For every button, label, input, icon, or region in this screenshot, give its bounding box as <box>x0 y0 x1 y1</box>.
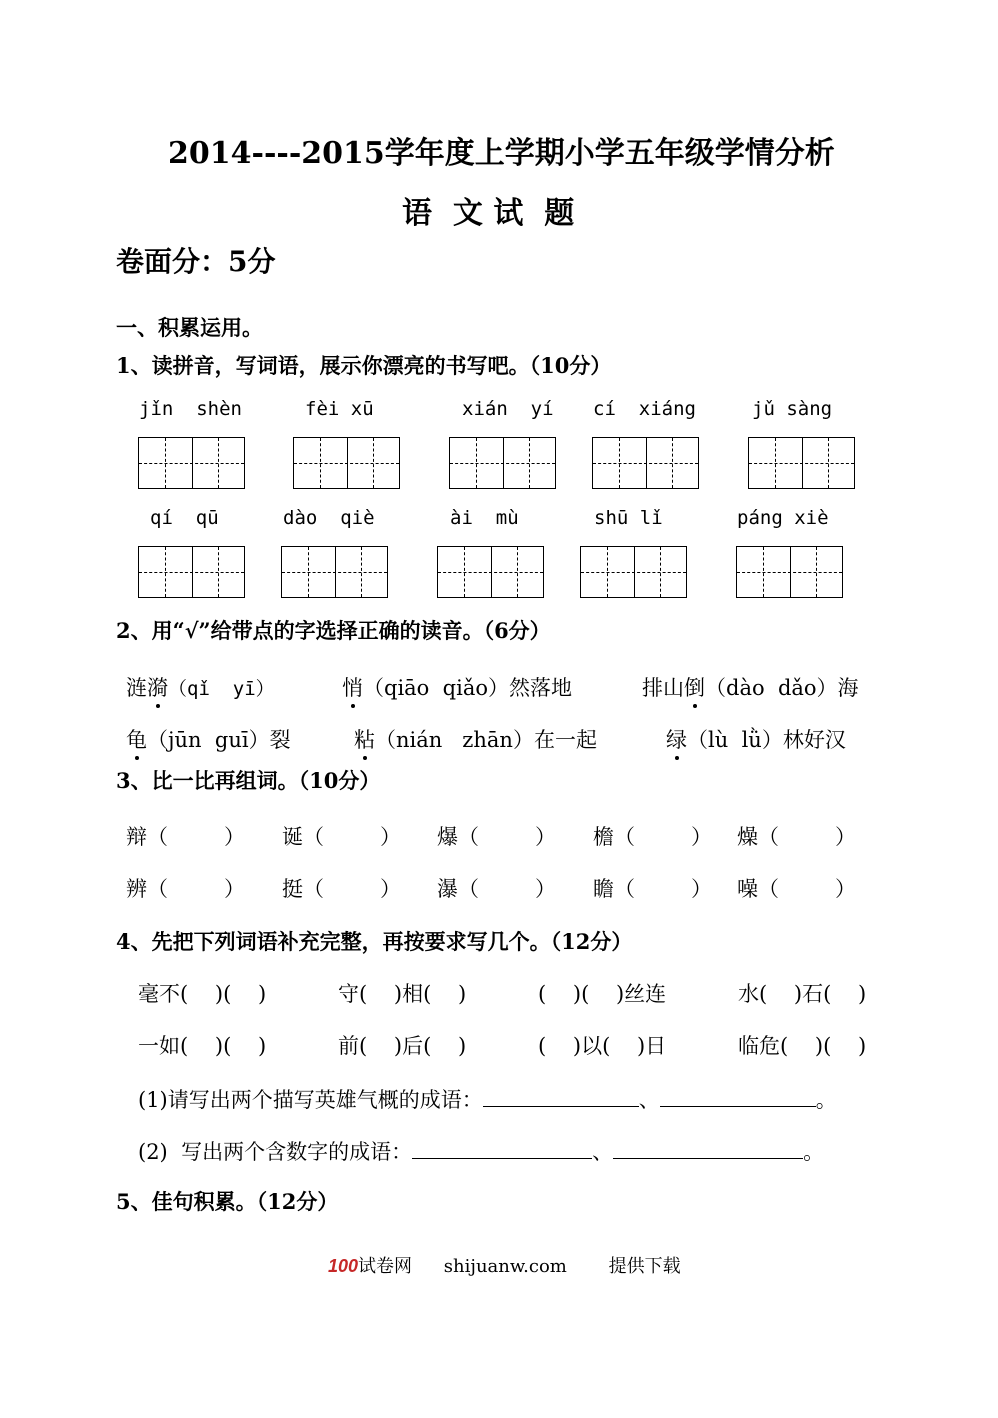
idiom-item[interactable]: 守( )相( ) <box>338 982 467 1006</box>
idiom-item[interactable]: 水( )石( ) <box>738 982 867 1006</box>
reading-item[interactable] <box>126 724 291 754</box>
item-close: ） <box>380 877 401 901</box>
sub-question-2 <box>138 1136 824 1166</box>
item-close: ） <box>535 877 556 901</box>
item-char: 诞（ <box>282 825 324 849</box>
writing-grid[interactable] <box>748 437 855 489</box>
idiom-item[interactable]: ( )( )丝连 <box>538 982 667 1006</box>
idiom-item[interactable]: 临危( )( ) <box>738 1034 867 1058</box>
item-options: （nián zhān）在一起 <box>375 728 597 752</box>
word-group-item[interactable] <box>126 821 245 851</box>
item-close: ） <box>835 877 856 901</box>
item-options: （dào dǎo）海 <box>705 676 859 700</box>
sub-question-1 <box>138 1084 837 1114</box>
pinyin-label: shū lǐ <box>594 507 663 529</box>
item-options: （qǐ yī） <box>168 678 275 700</box>
item-close: ） <box>224 877 245 901</box>
site-logo: 100 <box>328 1256 359 1276</box>
item-char: 挺（ <box>282 877 324 901</box>
pinyin-label: qí qū <box>150 507 219 529</box>
separator: 、 <box>592 1140 614 1164</box>
item-char: 辩（ <box>126 825 168 849</box>
writing-grid[interactable] <box>293 437 400 489</box>
word-group-item[interactable] <box>737 821 856 851</box>
item-char: 辨（ <box>126 877 168 901</box>
item-char: 噪（ <box>737 877 779 901</box>
item-close: ） <box>224 825 245 849</box>
item-prefix: 涟 <box>126 676 147 700</box>
writing-grid[interactable] <box>281 546 388 598</box>
pinyin-label: fèi xū <box>305 398 374 420</box>
writing-grid[interactable] <box>580 546 687 598</box>
sub-question-label: (2) 写出两个含数字的成语： <box>138 1140 413 1164</box>
item-options: （qiāo qiǎo）然落地 <box>363 676 572 700</box>
dotted-character: 龟 <box>126 724 147 754</box>
pinyin-label: ài mù <box>450 507 519 529</box>
question-2-heading: 2、用“√”给带点的字选择正确的读音。（6分） <box>116 618 551 643</box>
item-char: 爆（ <box>437 825 479 849</box>
word-group-item[interactable] <box>126 873 245 903</box>
item-close: ） <box>691 825 712 849</box>
item-char: 燥（ <box>737 825 779 849</box>
section-heading: 一、积累运用。 <box>116 315 263 340</box>
sub-question-label: (1)请写出两个描写英雄气概的成语： <box>138 1088 483 1112</box>
writing-grid[interactable] <box>437 546 544 598</box>
writing-grid[interactable] <box>138 546 245 598</box>
page-subtitle: 语 文 试 题 <box>402 196 575 231</box>
item-prefix: 排山 <box>642 676 684 700</box>
item-char: 瀑（ <box>437 877 479 901</box>
pinyin-label: xián yí <box>462 398 554 420</box>
pinyin-label: cí xiáng <box>593 398 696 420</box>
writing-grid[interactable] <box>592 437 699 489</box>
word-group-item[interactable] <box>593 873 712 903</box>
question-4-heading: 4、先把下列词语补充完整，再按要求写几个。（12分） <box>116 929 633 954</box>
item-close: ） <box>835 825 856 849</box>
site-name: 试卷网 <box>358 1256 413 1277</box>
answer-blank[interactable] <box>412 1140 592 1159</box>
idiom-item[interactable]: 毫不( )( ) <box>138 982 267 1006</box>
question-3-heading: 3、比一比再组词。（10分） <box>116 768 381 793</box>
item-char: 瞻（ <box>593 877 635 901</box>
dotted-character: 粘 <box>354 724 375 754</box>
reading-item[interactable] <box>126 672 275 702</box>
writing-grid[interactable] <box>138 437 245 489</box>
word-group-item[interactable] <box>282 873 401 903</box>
answer-blank[interactable] <box>483 1088 639 1107</box>
dotted-character: 绿 <box>666 724 687 754</box>
item-char: 檐（ <box>593 825 635 849</box>
question-5-heading: 5、佳句积累。（12分） <box>116 1189 339 1214</box>
pinyin-label: dào qiè <box>283 507 375 529</box>
word-group-item[interactable] <box>593 821 712 851</box>
writing-grid[interactable] <box>449 437 556 489</box>
item-close: ） <box>691 877 712 901</box>
word-group-item[interactable] <box>737 873 856 903</box>
answer-blank[interactable] <box>613 1140 803 1159</box>
pinyin-label: páng xiè <box>737 507 829 529</box>
pinyin-label: jǐn shèn <box>139 398 242 420</box>
separator: 、 <box>638 1088 660 1112</box>
reading-item[interactable] <box>354 724 597 754</box>
end-mark: 。 <box>803 1140 825 1164</box>
footer-note: 提供下载 <box>608 1256 681 1277</box>
dotted-character: 倒 <box>684 672 705 702</box>
item-close: ） <box>380 825 401 849</box>
page-title: 2014----2015学年度上学期小学五年级学情分析 <box>168 136 835 171</box>
idiom-item[interactable]: 一如( )( ) <box>138 1034 267 1058</box>
word-group-item[interactable] <box>282 821 401 851</box>
reading-item[interactable] <box>666 724 846 754</box>
writing-grid[interactable] <box>736 546 843 598</box>
question-1-heading: 1、读拼音，写词语，展示你漂亮的书写吧。（10分） <box>116 353 612 378</box>
answer-blank[interactable] <box>660 1088 816 1107</box>
item-options: （jūn guī）裂 <box>147 728 291 752</box>
idiom-item[interactable]: ( )以( )日 <box>538 1034 667 1058</box>
item-options: （lù lǜ）林好汉 <box>687 728 846 752</box>
dotted-character: 悄 <box>342 672 363 702</box>
end-mark: 。 <box>815 1088 837 1112</box>
word-group-item[interactable] <box>437 821 556 851</box>
paper-score: 卷面分：5分 <box>116 245 276 278</box>
reading-item[interactable] <box>342 672 572 702</box>
pinyin-label: jǔ sàng <box>752 398 833 420</box>
footer <box>328 1252 681 1278</box>
idiom-item[interactable]: 前( )后( ) <box>338 1034 467 1058</box>
site-domain[interactable]: shijuanw.com <box>443 1256 567 1277</box>
word-group-item[interactable] <box>437 873 556 903</box>
dotted-character: 漪 <box>147 672 168 702</box>
reading-item[interactable] <box>642 672 859 702</box>
item-close: ） <box>535 825 556 849</box>
